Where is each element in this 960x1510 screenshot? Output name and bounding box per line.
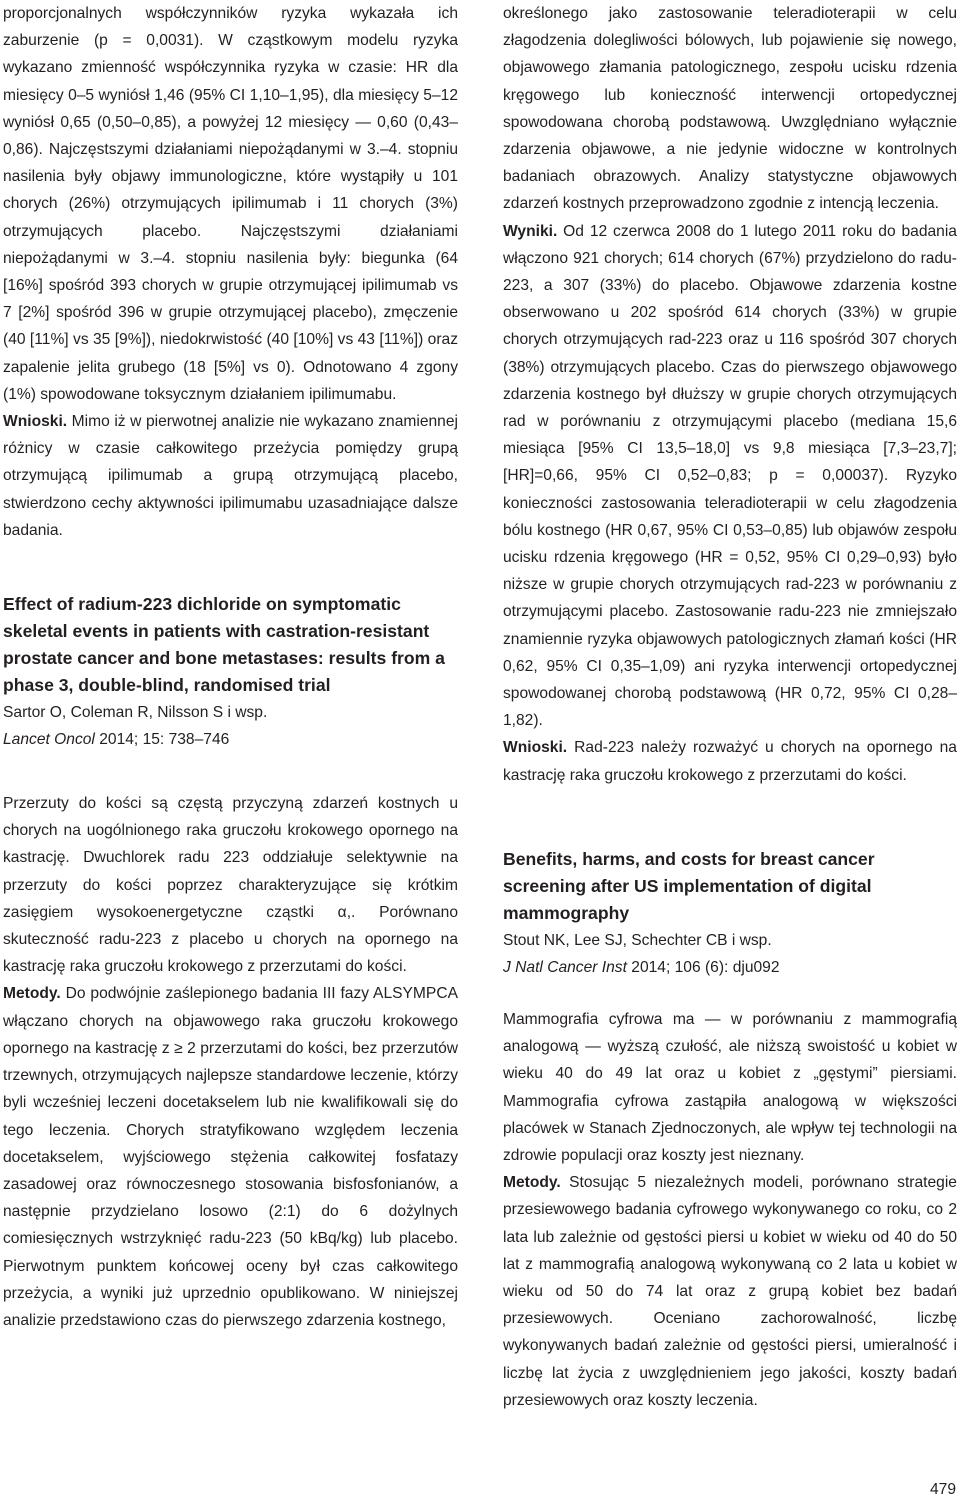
abstract-methods <box>503 1169 957 1414</box>
journal-name: J Natl Cancer Inst <box>503 958 627 976</box>
conclusions-text: Mimo iż w pierwotnej analizie nie wykazano znamiennej różnicy w czasie całkowitego przeżycia pomiędzy grupą otrzymującą ipilimumab a grupą otrzymującą placebo, stwierdzono cechy aktywności ipilimumabu uzasadniające dalsze badania. <box>3 413 458 539</box>
article-title: Effect of radium-223 dichloride on symptomatic skeletal events in patients with castration-resistant prostate cancer and bone metastases: results from a phase 3, double-blind, randomised trial <box>3 594 445 696</box>
results-text: Od 12 czerwca 2008 do 1 lutego 2011 roku do badania włączono 921 chorych; 614 chorych (67%) przydzielono do radu-223, a 307 (33%) do placebo. Objawowe zdarzenia kostne obserwowano u 202 spośród 614 chorych (33%) w grupie chorych otrzymujących rad-223 oraz u 116 spośród 307 chorych (38%) otrzymujących placebo. Czas do pierwszego objawowego zdarzenia kostnego był dłuższy w grupie chorych otrzymujących rad w porównaniu z otrzymującymi placebo (mediana 15,6 miesiąca [95% CI 13,5–18,0] vs 9,8 miesiąca [7,3–23,7]; [HR]=0,66, 95% CI 0,52–0,83; p = 0,00037). Ryzyko konieczności zastosowania teleradioterapii w celu złagodzenia bólu kostnego (HR 0,67, 95% CI 0,53–0,85) lub objawów zespołu ucisku rdzenia kręgowego (HR = 0,52, 95% CI 0,29–0,93) było niższe w grupie chorych otrzymujących rad-223 w porównaniu z otrzymującymi placebo. Zastosowanie radu-223 nie zmniejszało znamiennie ryzyka objawowych patologicznych złamań kości (HR 0,62, 95% CI 0,35–1,09) ani ryzyka interwencji ortopedycznej spowodowanej chorobą podstawową (HR 0,72, 95% CI 0,28–1,82). <box>503 222 957 730</box>
journal-citation <box>3 726 458 753</box>
abstract-intro: Przerzuty do kości są częstą przyczyną zdarzeń kostnych u chorych na uogólnionego raka gruczołu krokowego opornego na kastrację. Dwuchlorek radu 223 oddziałuje selektywnie na przerzuty do kości poprzez charakteryzujące się krótkim zasięgiem wysokoenergetyczne cząstki α,. Porównano skuteczność radu-223 z placebo u chorych na opornego na kastrację raka gruczołu krokowego z przerzutami do kości. <box>3 795 458 976</box>
article-authors: Sartor O, Coleman R, Nilsson S i wsp. <box>3 704 268 722</box>
conclusions-label: Wnioski. <box>3 413 68 431</box>
previous-abstract-continuation: proporcjonalnych współczynników ryzyka wykazała ich zaburzenie (p = 0,0031). W cząstkowym modelu ryzyka wykazano zmienność współczynnika ryzyka w czasie: HR dla miesięcy 0–5 wyniósł 1,46 (95% CI 1,10–1,95), dla miesięcy 5–12 wyniósł 0,65 (0,50–0,85), a powyżej 12 miesięcy — 0,60 (0,43–0,86). Najczęstszymi działaniami niepożądanymi w 3.–4. stopniu nasilenia były objawy immunologiczne, które wystąpiły u 101 chorych (26%) otrzymujących ipilimumab i 11 chorych (3%) otrzymujących placebo. Najczęstszymi działaniami niepożądanymi w 3.–4. stopniu nasilenia były: biegunka (64 [16%] spośród 393 chorych w grupie otrzymującej ipilimumab vs 7 [2%] spośród 396 w grupie otrzymującej placebo), zmęczenie (40 [11%] vs 35 [9%]), niedokrwistość (40 [10%] vs 43 [11%]) oraz zapalenie jelita grubego (18 [5%] vs 0). Odnotowano 4 zgony (1%) spowodowane toksycznym działaniem ipilimumabu. <box>3 5 458 403</box>
right-column <box>503 0 957 1414</box>
methods-label: Metody. <box>3 985 61 1003</box>
abstract-results <box>503 218 957 735</box>
journal-name: Lancet Oncol <box>3 731 95 749</box>
abstract-methods-continuation: określonego jako zastosowanie teleradioterapii w celu złagodzenia dolegliwości bólowych, lub pojawienie się nowego, objawowego złamania patologicznego, zespołu ucisku rdzenia kręgowego lub konieczność interwencji ortopedycznej spowodowana chorobą podstawową. Uwzględniano wyłącznie zdarzenia objawowe, a nie jedynie widoczne w kontrolnych badaniach obrazowych. Analizy statystyczne objawowych zdarzeń kostnych przeprowadzono zgodnie z intencją leczenia. <box>503 5 957 213</box>
methods-text: Stosując 5 niezależnych modeli, porównano strategie przesiewowego badania cyfrowego wykonywanego co roku, co 2 lata lub zależnie od gęstości piersi u kobiet w wieku od 40 do 50 lat z mammografią analogową wykonywaną co 2 lata u kobiet w wieku od 50 do 74 lat oraz z grupą kobiet bez badań przesiewowych. Oceniano zachorowalność, liczbę wykonywanych badań zależnie od gęstości piersi, umieralność i liczbę lat życia z uwzględnieniem jego jakości, koszty badań przesiewowych oraz koszty leczenia. <box>503 1174 957 1409</box>
journal-citation <box>503 954 957 981</box>
article-title: Benefits, harms, and costs for breast cancer screening after US implementation of digital mammography <box>503 848 875 923</box>
left-column <box>3 0 458 1334</box>
page-number: 479 <box>929 1481 956 1498</box>
abstract-conclusions <box>503 734 957 788</box>
methods-text: Do podwójnie zaślepionego badania III fazy ALSYMPCA włączano chorych na objawowego raka gruczołu krokowego opornego na kastrację z ≥ 2 przerzutami do kości, bez przerzutów trzewnych, otrzymujących najlepsze standardowe leczenie, którzy byli wcześniej leczeni docetakselem lub nie kwalifikowali się do tego leczenia. Chorych stratyfikowano względem leczenia docetakselem, wyjściowego stężenia całkowitej fosfatazy zasadowej oraz równoczesnego stosowania bisfosfonianów, a następnie przydzielano losowo (2:1) do 6 dożylnych comiesięcznych wstrzyknięć radu-223 (50 kBq/kg) lub placebo. Pierwotnym punktem końcowej oceny był czas całkowitego przeżycia, a wyniki już uprzednio opublikowano. W niniejszej analizie przedstawiono czas do pierwszego zdarzenia kostnego, <box>3 985 458 1329</box>
methods-label: Metody. <box>503 1174 561 1192</box>
abstract-intro: Mammografia cyfrowa ma — w porównaniu z mammografią analogową — wyższą czułość, ale niższą swoistość u kobiet w wieku 40 do 49 lat oraz u kobiet z „gęstymi” piersiami. Mammografia cyfrowa zastąpiła analogową w większości placówek w Stanach Zjednoczonych, ale wpływ tej technologii na zdrowie populacji oraz koszty jest nieznany. <box>503 1010 957 1164</box>
abstract-methods <box>3 980 458 1334</box>
conclusions-label: Wnioski. <box>503 739 568 757</box>
article-authors: Stout NK, Lee SJ, Schechter CB i wsp. <box>503 931 772 949</box>
journal-details: 2014; 15: 738–746 <box>94 731 230 749</box>
results-label: Wyniki. <box>503 222 558 240</box>
conclusions-text: Rad-223 należy rozważyć u chorych na opornego na kastrację raka gruczołu krokowego z przerzutami do kości. <box>503 739 957 784</box>
previous-abstract-conclusions <box>3 408 458 544</box>
journal-details: 2014; 106 (6): dju092 <box>626 958 780 976</box>
